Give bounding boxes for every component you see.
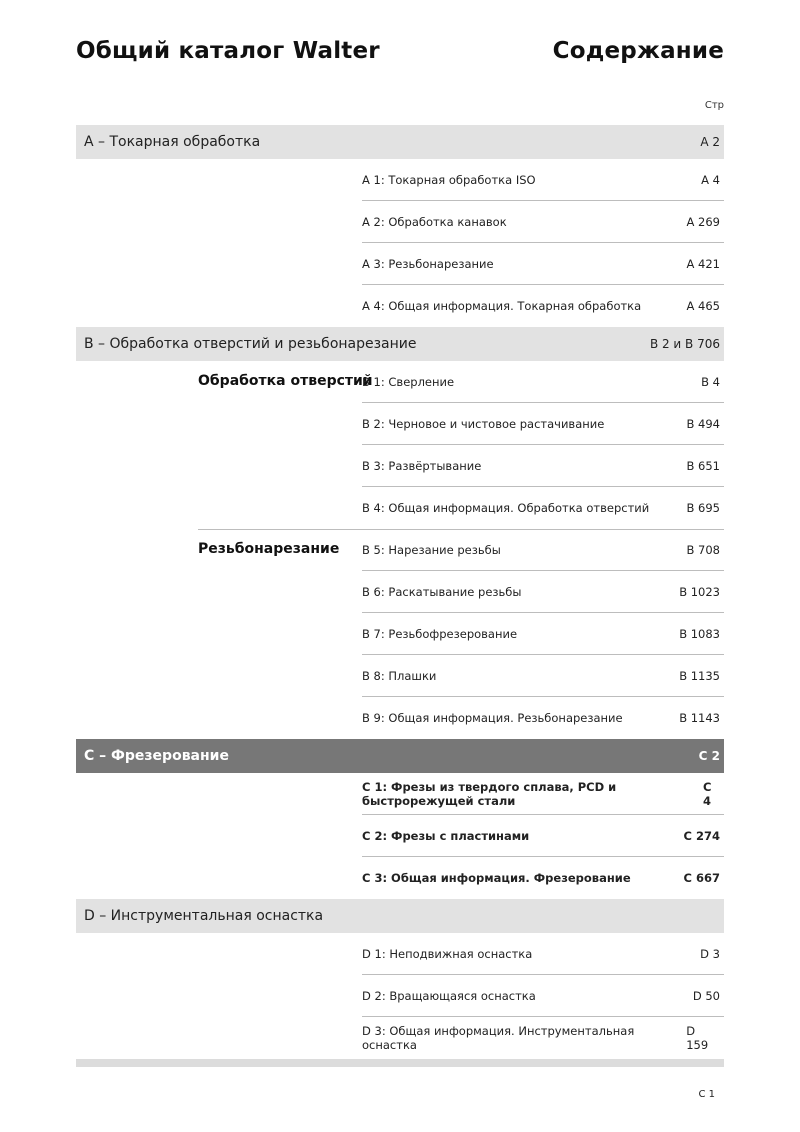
toc-label: B 9: Общая информация. Резьбонарезание — [362, 711, 623, 725]
toc-page: A 269 — [686, 214, 720, 229]
toc-page: A 421 — [686, 256, 720, 271]
section-title: A – Токарная обработка — [84, 134, 261, 150]
toc-page: B 1083 — [679, 626, 720, 641]
toc-page: B 695 — [686, 501, 720, 515]
toc-label: A 3: Резьбонарезание — [362, 256, 494, 271]
toc-page: C 274 — [683, 828, 720, 843]
toc-row[interactable] — [76, 933, 724, 975]
toc-page: B 4 — [701, 374, 720, 389]
toc-row[interactable] — [76, 403, 724, 445]
toc-page: D 159 — [686, 1024, 709, 1052]
toc-row[interactable] — [76, 285, 724, 327]
toc-label: C 2: Фрезы с пластинами — [362, 828, 530, 843]
section-title: C – Фрезерование — [84, 748, 229, 764]
toc-label: B 5: Нарезание резьбы — [362, 542, 501, 557]
toc-row[interactable] — [76, 445, 724, 487]
page-column-label: Стр — [704, 100, 724, 111]
toc-row[interactable] — [76, 613, 724, 655]
toc-page: A 4 — [701, 172, 720, 187]
section-header-c[interactable] — [76, 739, 724, 773]
toc-row[interactable] — [76, 243, 724, 285]
toc-label: A 1: Токарная обработка ISO — [362, 172, 536, 187]
toc-row[interactable] — [76, 857, 724, 899]
group-label-holemaking: Обработка отверстий — [198, 373, 373, 389]
section-page: A 2 — [700, 135, 720, 149]
toc-label: B 4: Общая информация. Обработка отверстий — [362, 501, 650, 515]
toc-row[interactable] — [76, 571, 724, 613]
toc-label: B 3: Развёртывание — [362, 458, 482, 473]
toc-label: D 2: Вращающаяся оснастка — [362, 988, 536, 1003]
toc-row[interactable] — [76, 1017, 724, 1059]
toc-row[interactable] — [76, 529, 724, 571]
toc-page: B 1135 — [679, 668, 720, 683]
toc-label: D 1: Неподвижная оснастка — [362, 946, 533, 961]
toc-row[interactable] — [76, 159, 724, 201]
catalog-title: Общий каталог Walter — [76, 38, 380, 64]
toc-label: B 2: Черновое и чистовое растачивание — [362, 416, 605, 431]
toc-row[interactable] — [76, 361, 724, 403]
section-page: C 2 — [698, 749, 720, 763]
toc-page: C 4 — [703, 779, 712, 808]
toc-page: B 494 — [686, 416, 720, 431]
toc-row[interactable] — [76, 773, 724, 815]
toc-page: C 667 — [683, 871, 720, 885]
toc-label: A 2: Обработка канавок — [362, 214, 507, 229]
section-header-b[interactable] — [76, 327, 724, 361]
group-label-threading: Резьбонарезание — [198, 541, 340, 557]
toc-label: B 7: Резьбофрезерование — [362, 626, 518, 641]
toc-label: B 6: Раскатывание резьбы — [362, 584, 522, 599]
toc-row[interactable] — [76, 655, 724, 697]
toc-page: B 1143 — [679, 711, 720, 725]
toc-row[interactable] — [76, 815, 724, 857]
toc-page: B 708 — [686, 542, 720, 557]
toc-row[interactable] — [76, 697, 724, 739]
toc-page: A 465 — [686, 299, 720, 313]
bottom-divider-bar — [76, 1059, 724, 1067]
section-title: B – Обработка отверстий и резьбонарезание — [84, 336, 417, 352]
section-title: D – Инструментальная оснастка — [84, 908, 324, 924]
toc-label: C 3: Общая информация. Фрезерование — [362, 871, 631, 885]
toc-label: B 8: Плашки — [362, 668, 437, 683]
page-number: C 1 — [698, 1089, 715, 1100]
contents-title: Содержание — [552, 38, 724, 64]
toc-page: D 50 — [692, 988, 720, 1003]
toc-label: A 4: Общая информация. Токарная обработка — [362, 299, 642, 313]
toc-page: D 3 — [700, 946, 720, 961]
toc-row[interactable] — [76, 975, 724, 1017]
section-page: B 2 и B 706 — [649, 337, 720, 351]
section-header-d[interactable] — [76, 899, 724, 933]
section-header-a[interactable] — [76, 125, 724, 159]
toc-label: D 3: Общая информация. Инструментальная оснастка — [362, 1024, 635, 1052]
toc-label: B 1: Сверление — [362, 374, 455, 389]
toc-row[interactable] — [76, 201, 724, 243]
toc-row[interactable] — [76, 487, 724, 529]
toc-page: B 1023 — [679, 584, 720, 599]
toc-label: C 1: Фрезы из твердого сплава, PCD и быстрорежущей стали — [362, 779, 617, 808]
toc-page: B 651 — [686, 458, 720, 473]
table-of-contents — [76, 125, 724, 1067]
